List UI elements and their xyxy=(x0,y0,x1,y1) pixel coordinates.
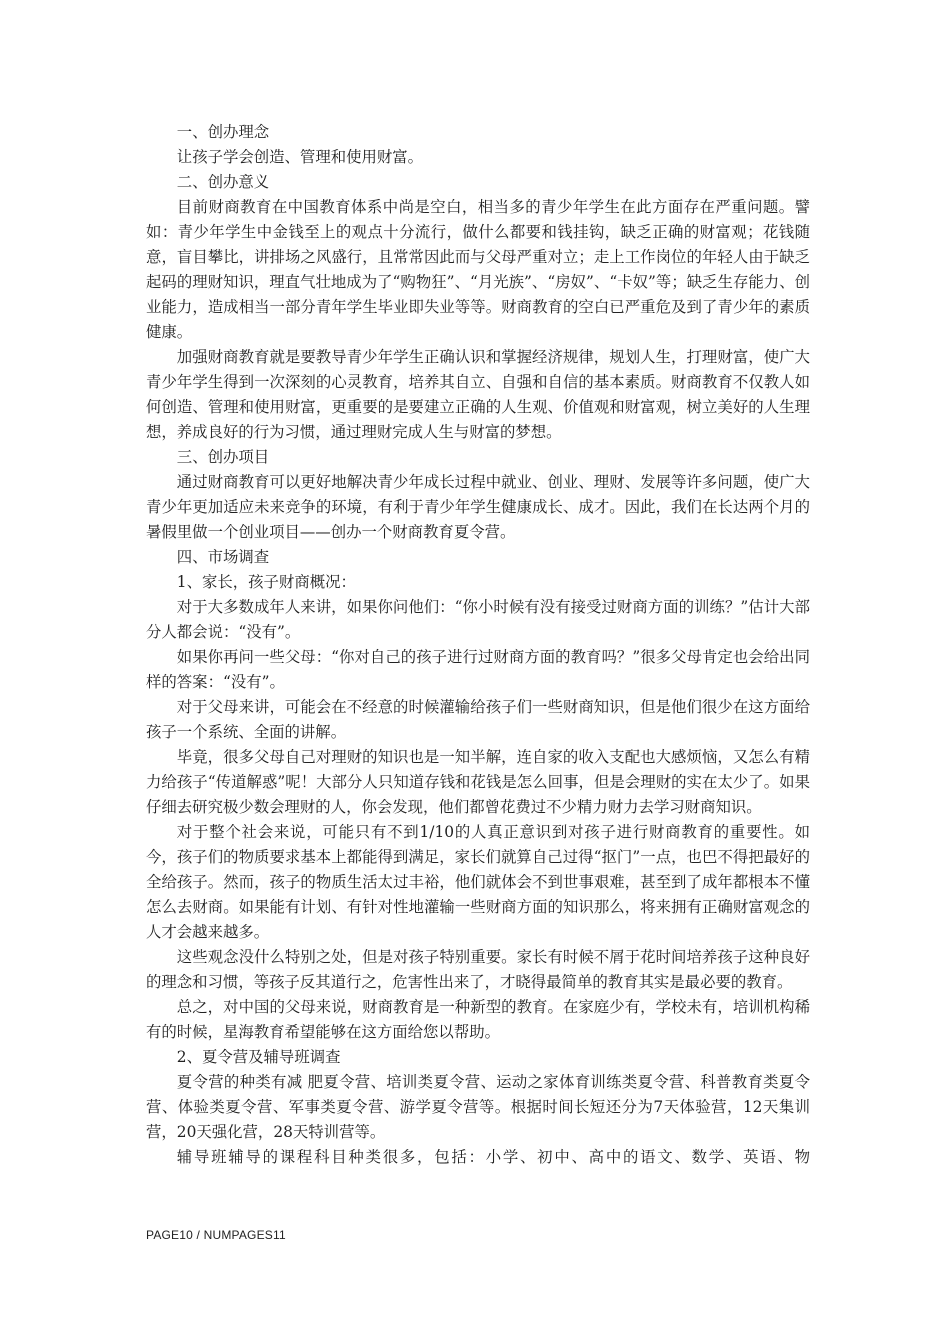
heading-significance: 二、创办意义 xyxy=(176,173,270,191)
paragraph: 对于整个社会来说，可能只有不到1/10的人真正意识到对孩子进行财商教育的重要性。如今，孩子们的物质要求基本上都能得到满足，家长们就算自己过得“抠门”一点，也巴不得把最好的全给孩子。然而，孩子的物质生活太过丰裕，他们就体会不到世事艰难，甚至到了成年都根本不懂怎么去财商。如果能有计划、有针对性地灌输一些财商方面的知识那么，将来拥有正确财富观念的人才会越来越多。 xyxy=(146,823,810,941)
subheading-camps-classes: 2、夏令营及辅导班调查 xyxy=(176,1048,341,1066)
paragraph: 辅导班辅导的课程科目种类很多，包括：小学、初中、高中的语文、数学、英语、物 xyxy=(176,1148,810,1166)
document-body xyxy=(146,120,810,1170)
heading-project: 三、创办项目 xyxy=(176,448,270,466)
heading-philosophy: 一、创办理念 xyxy=(176,123,270,141)
paragraph: 通过财商教育可以更好地解决青少年成长过程中就业、创业、理财、发展等许多问题，使广大青少年更加适应未来竞争的环境，有利于青少年学生健康成长、成才。因此，我们在长达两个月的暑假里做一个创业项目——创办一个财商教育夏令营。 xyxy=(146,473,810,541)
paragraph: 夏令营的种类有减 肥夏令营、培训类夏令营、运动之家体育训练类夏令营、科普教育类夏令营、体验类夏令营、军事类夏令营、游学夏令营等。根据时间长短还分为7天体验营，12天集训营，20天强化营，28天特训营等。 xyxy=(146,1073,810,1141)
paragraph: 如果你再问一些父母：“你对自己的孩子进行过财商方面的教育吗？”很多父母肯定也会给出同样的答案：“没有”。 xyxy=(146,648,810,691)
paragraph: 对于父母来讲，可能会在不经意的时候灌输给孩子们一些财商知识，但是他们很少在这方面给孩子一个系统、全面的讲解。 xyxy=(146,698,810,741)
paragraph: 加强财商教育就是要教导青少年学生正确认识和掌握经济规律，规划人生，打理财富，使广大青少年学生得到一次深刻的心灵教育，培养其自立、自强和自信的基本素质。财商教育不仅教人如何创造、管理和使用财富，更重要的是要建立正确的人生观、价值观和财富观，树立美好的人生理想，养成良好的行为习惯，通过理财完成人生与财富的梦想。 xyxy=(146,348,810,441)
paragraph: 对于大多数成年人来讲，如果你问他们：“你小时候有没有接受过财商方面的训练？”估计大部分人都会说：“没有”。 xyxy=(146,598,810,641)
paragraph: 总之，对中国的父母来说，财商教育是一种新型的教育。在家庭少有，学校未有，培训机构稀有的时候，星海教育希望能够在这方面给您以帮助。 xyxy=(146,998,810,1041)
page-footer: PAGE10 / NUMPAGES11 xyxy=(146,1228,286,1242)
heading-market-research: 四、市场调查 xyxy=(176,548,270,566)
paragraph: 目前财商教育在中国教育体系中尚是空白，相当多的青少年学生在此方面存在严重问题。譬如：青少年学生中金钱至上的观点十分流行，做什么都要和钱挂钩，缺乏正确的财富观；花钱随意，盲目攀比，讲排场之风盛行，且常常因此而与父母严重对立；走上工作岗位的年轻人由于缺乏起码的理财知识，理直气壮地成为了“购物狂”、“月光族”、“房奴”、“卡奴”等；缺乏生存能力、创业能力，造成相当一部分青年学生毕业即失业等等。财商教育的空白已严重危及到了青少年的素质健康。 xyxy=(146,198,810,341)
paragraph: 毕竟，很多父母自己对理财的知识也是一知半解，连自家的收入支配也大感烦恼，又怎么有精力给孩子“传道解惑”呢！大部分人只知道存钱和花钱是怎么回事，但是会理财的实在太少了。如果仔细去研究极少数会理财的人，你会发现，他们都曾花费过不少精力财力去学习财商知识。 xyxy=(146,748,810,816)
paragraph: 让孩子学会创造、管理和使用财富。 xyxy=(176,148,424,166)
subheading-parents-children: 1、家长，孩子财商概况： xyxy=(176,573,356,591)
paragraph: 这些观念没什么特别之处，但是对孩子特别重要。家长有时候不屑于花时间培养孩子这种良好的理念和习惯，等孩子反其道行之，危害性出来了，才晓得最简单的教育其实是最必要的教育。 xyxy=(146,948,810,991)
